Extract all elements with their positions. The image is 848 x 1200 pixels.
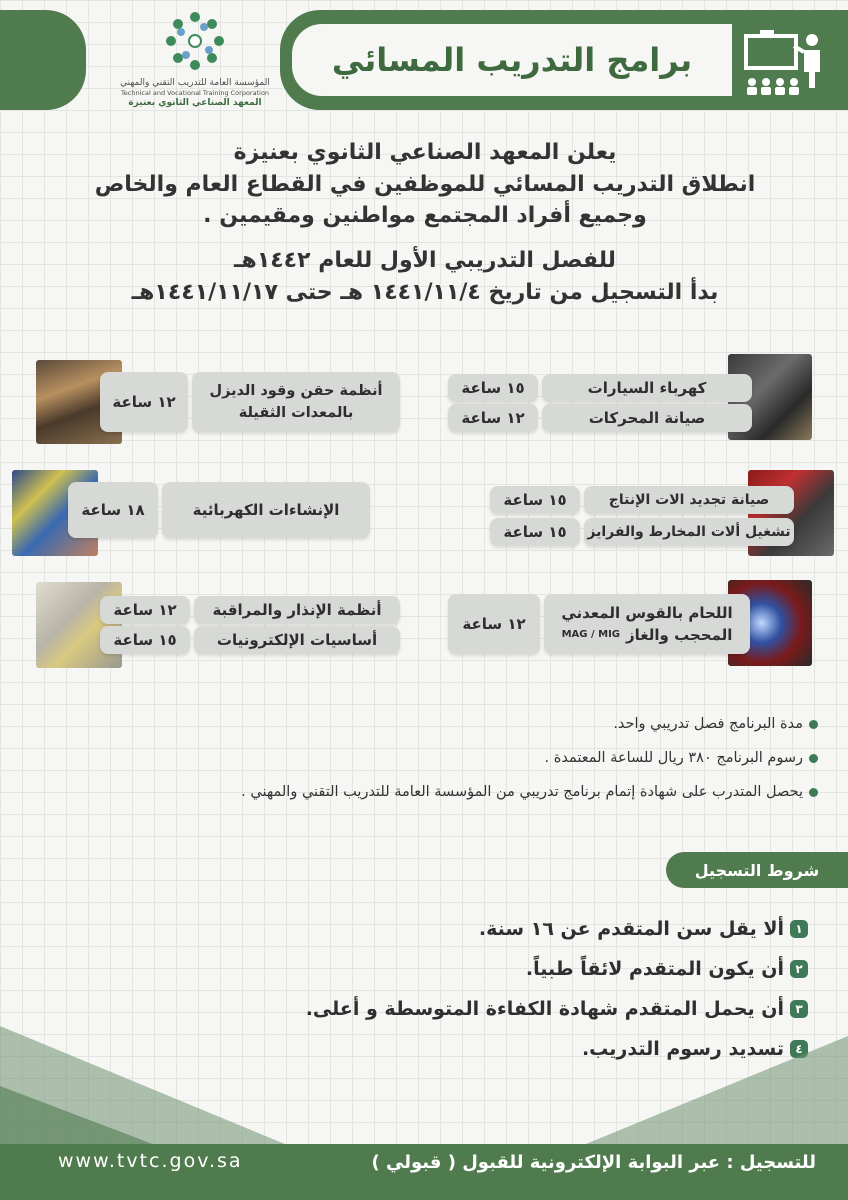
logo-english-name: Technical and Vocational Training Corporation — [120, 89, 270, 97]
intro-registration-dates: بدأ التسجيل من تاريخ ١٤٤١/١١/٤ هـ حتى ١٤٤١/١١/١٧هـ — [131, 280, 719, 305]
intro-line-1: يعلن المعهد الصناعي الثانوي بعنيزة — [233, 140, 617, 165]
training-board-icon — [738, 22, 838, 102]
course-hours-diesel-injection: ١٢ ساعة — [100, 372, 188, 432]
note-item — [241, 784, 818, 800]
course-name-welding — [544, 594, 750, 654]
photo-alarm-systems — [36, 582, 122, 668]
course-hours-engine-maintenance: ١٢ ساعة — [448, 404, 538, 432]
condition-number: ٢ — [790, 960, 808, 978]
course-hours-car-electrical: ١٥ ساعة — [448, 374, 538, 402]
note-item — [613, 716, 818, 732]
course-name-alarm-surveillance: أنظمة الإنذار والمراقبة — [194, 596, 400, 624]
course-name-welding-tag: MAG / MIG — [561, 629, 621, 640]
course-name-welding-line1: اللحام بالقوس المعدني — [561, 604, 733, 622]
condition-text: تسديد رسوم التدريب. — [581, 1038, 784, 1060]
intro-line-3: وجميع أفراد المجتمع مواطنين ومقيمين . — [203, 203, 647, 228]
title-banner — [280, 10, 848, 110]
institute-name: المعهد الصناعي الثانوي بعنيزة — [128, 98, 262, 108]
footer-registration-info: للتسجيل : عبر البوابة الإلكترونية للقبول ( قبولي ) — [371, 1152, 816, 1173]
note-fees: رسوم البرنامج ٣٨٠ ريال للساعة المعتمدة . — [544, 750, 803, 766]
condition-number: ١ — [790, 920, 808, 938]
tvtc-logo — [110, 8, 280, 126]
note-item — [545, 750, 818, 766]
course-name-welding-line2-wrap — [562, 624, 733, 646]
course-hours-machine-renewal: ١٥ ساعة — [490, 486, 580, 514]
course-hours-lathe-milling: ١٥ ساعة — [490, 518, 580, 546]
condition-item — [526, 958, 808, 980]
condition-item — [306, 998, 808, 1020]
course-name-lathe-milling: تشغيل ألات المخارط والفرايز — [584, 518, 794, 546]
intro-semester: للفصل التدريبي الأول للعام ١٤٤٢هـ — [234, 248, 616, 273]
footer-website-link[interactable]: www.tvtc.gov.sa — [58, 1150, 243, 1172]
course-hours-electrical-installations: ١٨ ساعة — [68, 482, 158, 538]
course-name-car-electrical: كهرباء السيارات — [542, 374, 752, 402]
condition-text: ألا يقل سن المتقدم عن ١٦ سنة. — [478, 918, 784, 940]
title-panel — [292, 24, 732, 96]
intro-line-2: انطلاق التدريب المسائي للموظفين في القطاع العام والخاص — [94, 172, 756, 197]
course-name-diesel-injection: أنظمة حقن وقود الديزل بالمعدات الثقيلة — [192, 372, 400, 432]
course-name-machine-renewal: صيانة تجديد الات الإنتاج — [584, 486, 794, 514]
condition-item — [479, 918, 808, 940]
note-certificate: يحصل المتدرب على شهادة إتمام برنامج تدريبي من المؤسسة العامة للتدريب التقني والمهني . — [241, 784, 803, 800]
condition-number: ٣ — [790, 1000, 808, 1018]
bullet-dot-icon — [809, 754, 818, 763]
bullet-dot-icon — [809, 788, 818, 797]
course-name-welding-line2: المحجب والغاز — [626, 626, 733, 644]
logo-arabic-name: المؤسسة العامة للتدريب التقني والمهني — [120, 78, 270, 88]
page-title: برامج التدريب المسائي — [331, 41, 693, 79]
course-hours-electronics-basics: ١٥ ساعة — [100, 626, 190, 654]
course-name-electrical-installations: الإنشاءات الكهربائية — [162, 482, 370, 538]
condition-number: ٤ — [790, 1040, 808, 1058]
conditions-title: شروط التسجيل — [666, 852, 848, 888]
bullet-dot-icon — [809, 720, 818, 729]
course-hours-alarm-surveillance: ١٢ ساعة — [100, 596, 190, 624]
course-name-electronics-basics: أساسيات الإلكترونيات — [194, 626, 400, 654]
header-left-accent — [0, 10, 86, 110]
course-name-engine-maintenance: صيانة المحركات — [542, 404, 752, 432]
note-duration: مدة البرنامج فصل تدريبي واحد. — [613, 716, 803, 732]
course-hours-welding: ١٢ ساعة — [448, 594, 540, 654]
condition-text: أن يكون المتقدم لائقاً طبياً. — [525, 958, 784, 980]
condition-text: أن يحمل المتقدم شهادة الكفاءة المتوسطة و أعلى. — [305, 998, 784, 1020]
tvtc-emblem-icon — [160, 8, 230, 78]
